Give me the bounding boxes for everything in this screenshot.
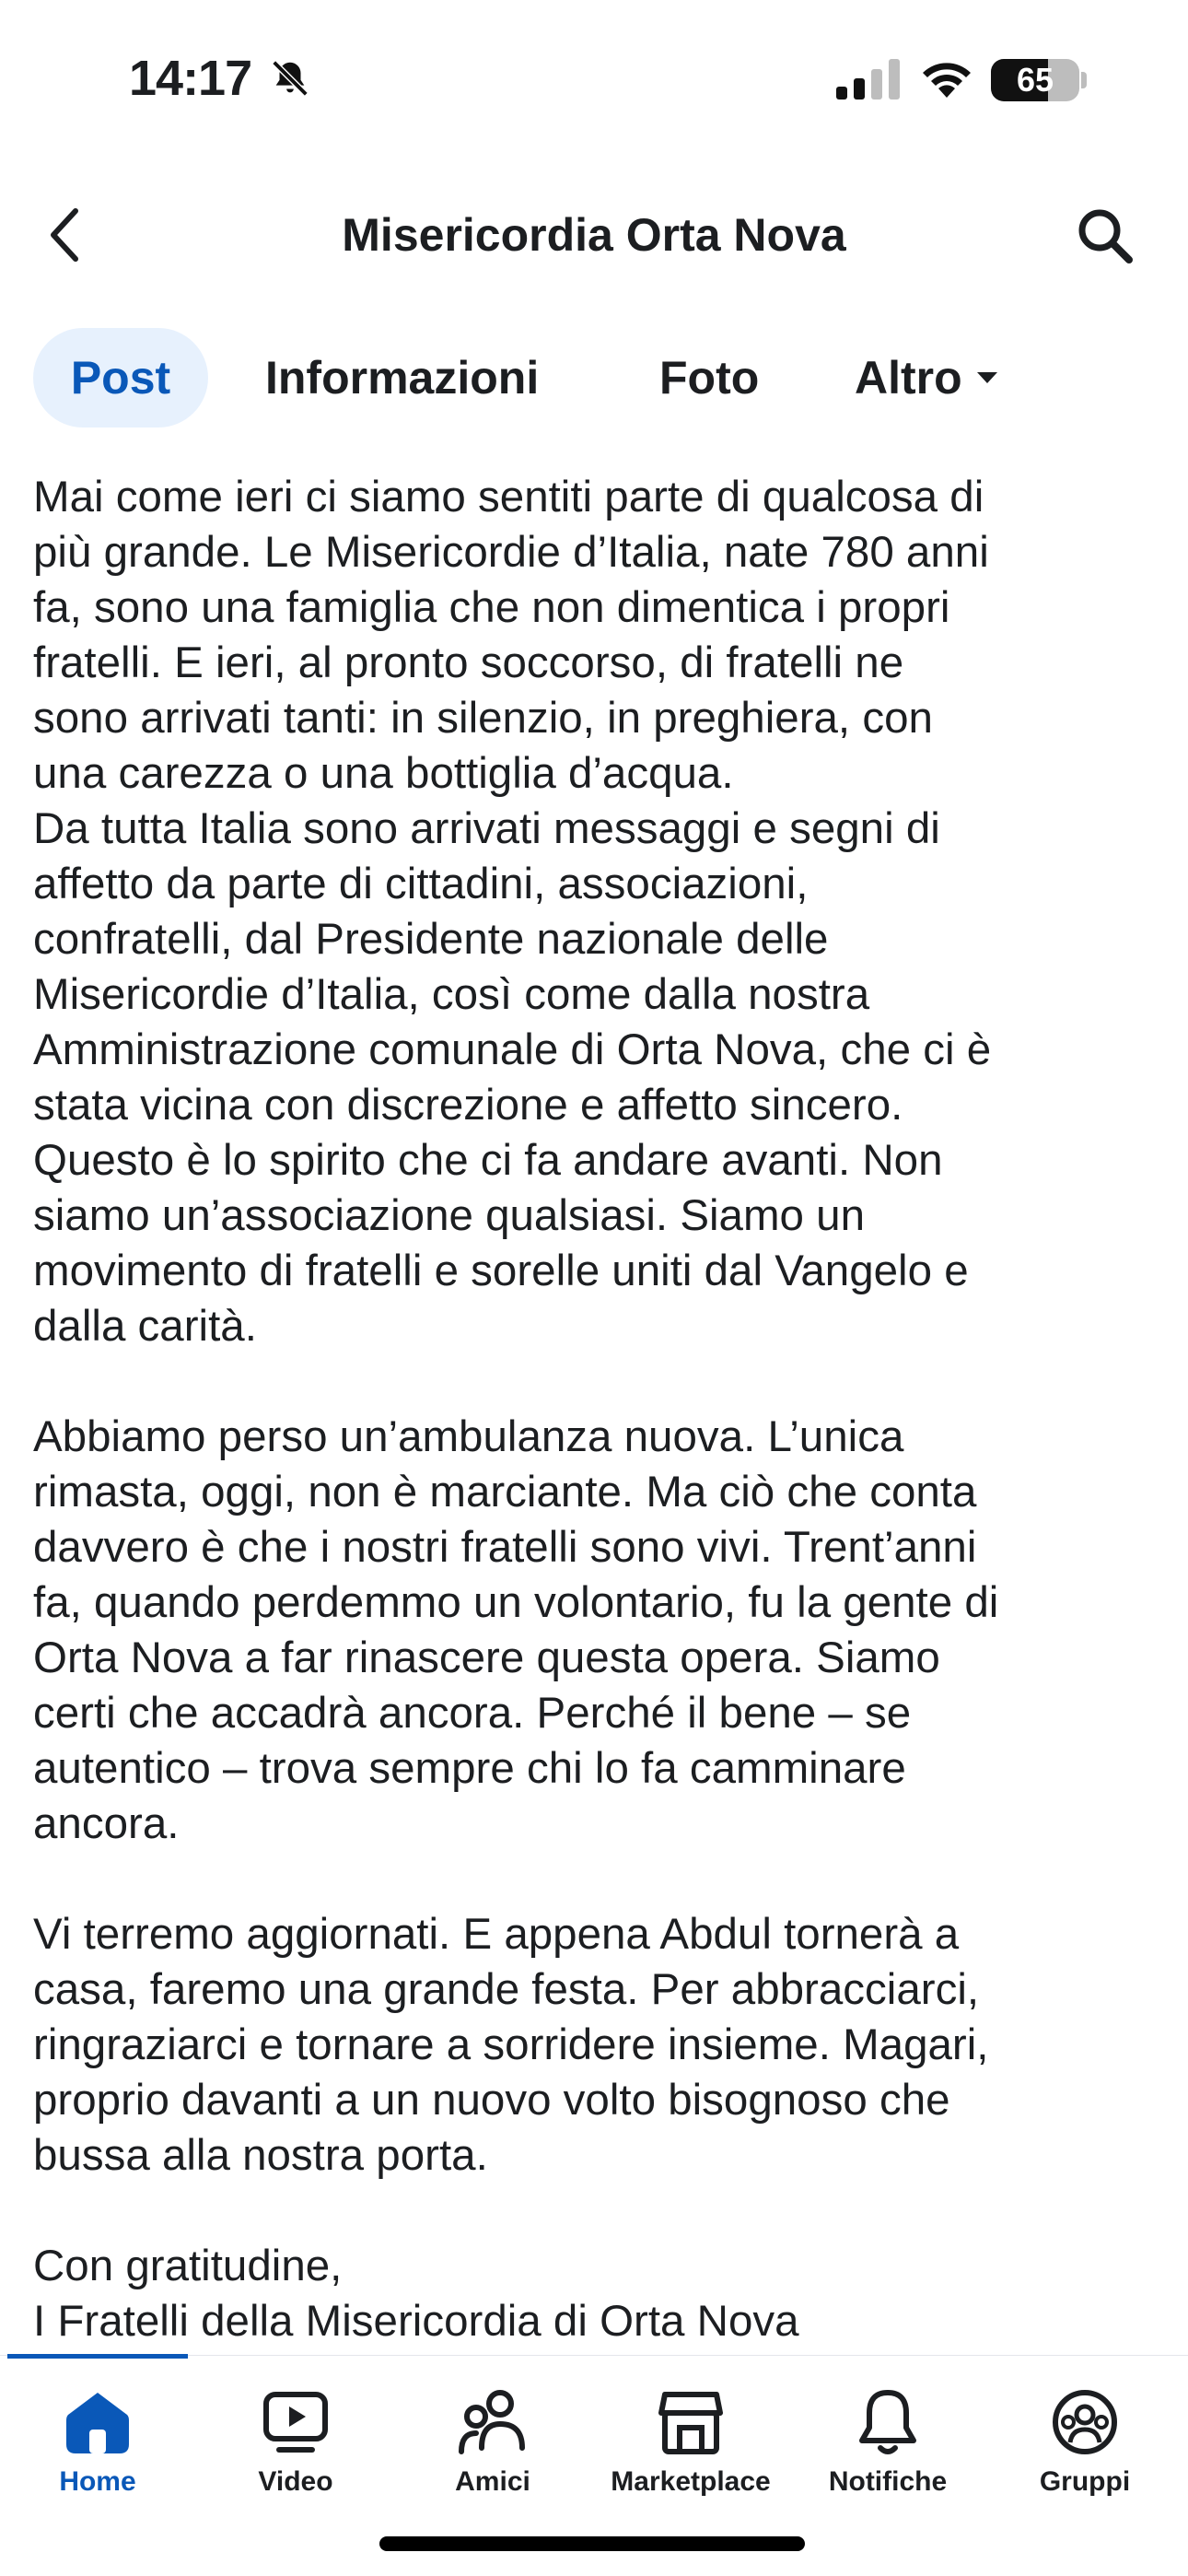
nav-amici[interactable] (401, 2383, 585, 2522)
post-paragraph: Abbiamo perso un’ambulanza nuova. L’unica rimasta, oggi, non è marciante. Ma ciò che conta davvero è che i nostri fratelli sono vivi. Trent’anni fa, quando perdemmo un volontario, fu la gente di Orta Nova a far rinascere questa opera. Siamo certi che accadrà ancora. Perché il bene – se autentico – trova sempre chi lo fa camminare ancora. (33, 1412, 999, 1848)
marketplace-icon (656, 2387, 726, 2457)
nav-marketplace[interactable] (599, 2383, 783, 2522)
friends-icon (456, 2387, 530, 2457)
battery-indicator (991, 59, 1079, 101)
home-indicator[interactable] (379, 2536, 805, 2551)
search-icon (1076, 206, 1135, 265)
search-button[interactable] (1068, 199, 1142, 273)
nav-video-label: Video (258, 2466, 333, 2497)
battery-cap (1081, 72, 1087, 88)
nav-home-label: Home (59, 2466, 136, 2497)
cellular-signal-icon (836, 59, 901, 100)
back-button[interactable] (37, 201, 92, 269)
status-bar (0, 0, 1188, 157)
tab-informazioni[interactable]: Informazioni (265, 352, 540, 404)
post-paragraph: Mai come ieri ci siamo sentiti parte di qualcosa di più grande. Le Misericordie d’Italia, nate 780 anni fa, sono una famiglia che non dimentica i propri fratelli. E ieri, al pronto soccorso, di fratelli ne sono arrivati tanti: in silenzio, in preghiera, con una carezza o una bottiglia d’acqua. Da tutta Italia sono arrivati messaggi e segni di affetto da parte di cittadini, associazioni, confratelli, dal Presidente nazionale delle Misericordie d’Italia, così come dalla nostra Amministrazione comunale di Orta Nova, che ci è stata vicina con discrezione e affetto sincero. Questo è lo spirito che ci fa andare avanti. Non siamo un’associazione qualsiasi. Siamo un movimento di fratelli e sorelle uniti dal Vangelo e dalla carità. (33, 473, 992, 1351)
nav-video[interactable] (204, 2383, 388, 2522)
wifi-icon (919, 57, 974, 100)
nav-notifiche[interactable] (796, 2383, 980, 2522)
groups-icon (1050, 2387, 1120, 2457)
caret-down-icon (975, 370, 999, 385)
bell-icon (853, 2387, 923, 2457)
nav-notifiche-label: Notifiche (828, 2466, 948, 2497)
video-icon (261, 2387, 331, 2457)
tab-altro-label: Altro (855, 352, 962, 404)
post-signature: Con gratitudine, I Fratelli della Misericordia di Orta Nova (33, 2242, 799, 2346)
nav-home[interactable] (6, 2383, 190, 2522)
tab-foto[interactable]: Foto (659, 352, 760, 404)
nav-amici-label: Amici (455, 2466, 530, 2497)
page-tabs (0, 328, 1188, 427)
home-icon (63, 2387, 133, 2457)
post-paragraph: Vi terremo aggiornati. E appena Abdul tornerà a casa, faremo una grande festa. Per abbracciarci, ringraziarci e tornare a sorridere insieme. Magari, proprio davanti a un nuovo volto bisognoso che bussa alla nostra porta. (33, 1910, 989, 2180)
status-time: 14:17 (129, 51, 252, 106)
tab-post[interactable]: Post (33, 328, 208, 427)
nav-marketplace-label: Marketplace (611, 2466, 771, 2497)
page-title: Misericordia Orta Nova (342, 209, 846, 261)
active-nav-indicator (7, 2354, 188, 2359)
bell-off-icon (269, 57, 311, 100)
nav-gruppi-label: Gruppi (1039, 2466, 1131, 2497)
chevron-left-icon (46, 205, 83, 264)
page-header (0, 175, 1188, 295)
post-text (33, 470, 1157, 2346)
nav-gruppi[interactable] (993, 2383, 1177, 2522)
tab-altro[interactable] (855, 328, 999, 427)
battery-percent: 65 (1016, 61, 1054, 99)
